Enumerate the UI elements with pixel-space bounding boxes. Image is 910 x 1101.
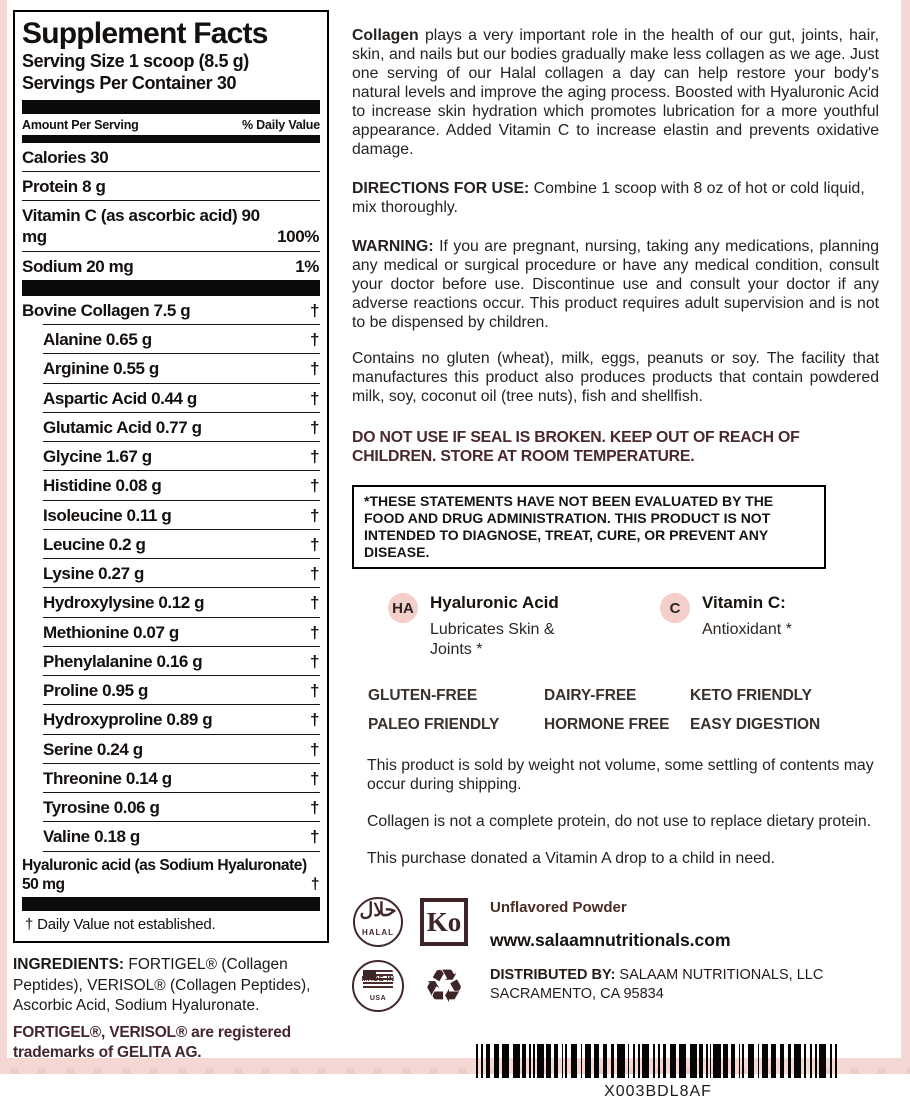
trademark-note: FORTIGEL®, VERISOL® are registered trademarks of GELITA AG. <box>13 1023 291 1061</box>
warning-label: WARNING: <box>352 238 434 255</box>
barcode-bar <box>611 1044 615 1078</box>
halal-icon <box>353 897 403 947</box>
amino-acid-row <box>43 353 320 382</box>
amino-acid-row <box>43 821 320 850</box>
distributed-by-label: DISTRIBUTED BY: <box>490 967 616 983</box>
barcode-bar <box>522 1044 526 1078</box>
nutrient-rows <box>22 143 320 280</box>
amino-acid-label: Proline 0.95 g <box>43 681 148 700</box>
kosher-label: Ko <box>426 906 462 937</box>
directions-paragraph <box>352 179 879 217</box>
barcode-bar <box>494 1044 499 1078</box>
barcode-bar <box>581 1044 583 1078</box>
amino-acid-value: † <box>309 534 319 554</box>
intro-text: plays a very important role in the health of our gut, joints, hair, skin, and nails but our bodies gradually make less collagen as we age. Just one serving of our Halal collagen a day can help restore your body's natural levels and improve the aging process. Boosted with Hyaluronic Acid to increase skin hydration which promotes lubrication for a more youthful appearance. Added Vitamin C to increase elastin and prevents oxidative damage. <box>352 27 879 158</box>
amino-acid-label: Glutamic Acid 0.77 g <box>43 417 202 437</box>
barcode-bar <box>633 1044 635 1078</box>
barcode-bar <box>476 1044 478 1078</box>
amino-acid-value: † <box>309 651 319 671</box>
serving-size: Serving Size 1 scoop (8.5 g) <box>22 50 249 71</box>
barcode-bar <box>638 1044 640 1078</box>
divider-thick <box>22 135 320 143</box>
amino-acid-row <box>43 792 320 821</box>
barcode-bar <box>788 1044 792 1078</box>
made-in-usa-label: MADE IN USA <box>361 976 395 1002</box>
amino-acid-value: † <box>309 476 319 496</box>
donation-note: This purchase donated a Vitamin A drop to a child in need. <box>367 850 776 867</box>
hyaluronic-value: † <box>310 875 319 893</box>
amino-acid-row <box>43 529 320 558</box>
protein-note: Collagen is not a complete protein, do not use to replace dietary protein. <box>367 813 872 830</box>
nutrient-value: 1% <box>295 256 319 276</box>
website-url: www.salaamnutritionals.com <box>490 930 731 950</box>
ingredients-label: INGREDIENTS: <box>13 956 125 974</box>
amino-acid-value: † <box>309 827 319 847</box>
barcode-bar <box>794 1044 801 1078</box>
amino-acid-value: † <box>309 564 319 583</box>
claim-badge: PALEO FRIENDLY <box>368 716 500 733</box>
nutrient-label: Vitamin C (as ascorbic acid) 90 mg <box>22 206 260 247</box>
distributed-by-name: SALAAM NUTRITIONALS, LLC <box>615 967 824 983</box>
nutrient-row <box>22 201 320 252</box>
nutrient-value: 100% <box>277 227 319 247</box>
flavor-label: Unflavored Powder <box>490 899 627 916</box>
directions-label: DIRECTIONS FOR USE: <box>352 180 530 197</box>
barcode-bar <box>739 1044 741 1078</box>
feature-description: Lubricates Skin & Joints * <box>430 621 555 658</box>
feature-body <box>702 593 792 640</box>
recycle-icon: ♻ <box>423 960 465 1012</box>
amino-acid-row <box>43 587 320 616</box>
collagen-label: Bovine Collagen 7.5 g <box>22 300 191 320</box>
barcode-bar <box>758 1044 760 1078</box>
barcode-bar <box>748 1044 753 1078</box>
amino-acid-value: † <box>309 681 319 700</box>
amino-acid-row <box>43 441 320 470</box>
fda-disclaimer-box <box>352 485 826 569</box>
amino-acid-label: Hydroxylysine 0.12 g <box>43 593 205 613</box>
amino-acid-value: † <box>309 505 319 525</box>
halal-label: HALAL <box>361 928 395 937</box>
barcode-bar <box>617 1044 624 1078</box>
intro-lead-word: Collagen <box>352 27 419 44</box>
amino-acid-label: Histidine 0.08 g <box>43 476 162 496</box>
divider-thick <box>22 897 320 911</box>
barcode-bar <box>546 1044 551 1078</box>
feature-description: Antioxidant * <box>702 621 792 638</box>
amino-acid-label: Methionine 0.07 g <box>43 622 179 642</box>
amino-acid-rows <box>43 324 320 852</box>
barcode-bar <box>780 1044 784 1078</box>
barcode-bar <box>742 1044 744 1078</box>
feature-title: Vitamin C: <box>702 593 786 612</box>
amino-acid-label: Phenylalanine 0.16 g <box>43 651 203 671</box>
amino-acid-row <box>43 734 320 763</box>
nutrient-row <box>22 252 320 280</box>
kosher-icon <box>420 898 468 946</box>
amino-acid-label: Glycine 1.67 g <box>43 447 152 466</box>
barcode-bar <box>690 1044 697 1078</box>
amino-acid-value: † <box>309 330 319 349</box>
barcode-bar <box>713 1044 720 1078</box>
barcode-bar <box>731 1044 735 1078</box>
feature-body <box>430 593 562 660</box>
barcode-bar <box>565 1044 567 1078</box>
panel-column-headers <box>22 114 320 135</box>
barcode-bar <box>603 1044 607 1078</box>
daily-value-header: % Daily Value <box>242 117 320 132</box>
barcode-bar <box>706 1044 708 1078</box>
barcode-bar <box>481 1044 483 1078</box>
feature-item <box>660 593 792 660</box>
amino-acid-label: Tyrosine 0.06 g <box>43 798 160 817</box>
barcode-block <box>470 1044 846 1101</box>
ingredients-paragraph <box>13 955 355 1015</box>
barcode-bar <box>835 1044 837 1078</box>
amino-acid-label: Hydroxyproline 0.89 g <box>43 710 213 730</box>
allergen-paragraph: Contains no gluten (wheat), milk, eggs, peanuts or soy. The facility that manufactures this product also produces products that contain powdered milk, soy, coconut oil (tree nuts), fish and shellfish. <box>352 350 879 405</box>
claims-grid <box>368 686 879 734</box>
ingredients-text: FORTIGEL® (Collagen Peptides), VERISOL® (Collagen Peptides), Ascorbic Acid, Sodium Hyaluronate. <box>13 956 311 1014</box>
amino-acid-value: † <box>309 739 319 759</box>
barcode <box>470 1044 846 1078</box>
footer-text-block <box>490 894 823 1014</box>
distributed-by <box>490 966 823 1004</box>
barcode-bar <box>554 1044 558 1078</box>
amino-acid-value: † <box>309 593 319 613</box>
nutrient-label: Sodium 20 mg <box>22 256 134 276</box>
amino-acid-label: Lysine 0.27 g <box>43 564 144 583</box>
claim-badge: EASY DIGESTION <box>690 716 821 733</box>
amino-acid-value: † <box>309 388 319 408</box>
barcode-value: X003BDL8AF <box>604 1083 712 1100</box>
barcode-bar <box>670 1044 675 1078</box>
amino-acid-label: Alanine 0.65 g <box>43 330 152 349</box>
amino-acid-row <box>43 704 320 733</box>
amino-acid-row <box>43 324 320 353</box>
feature-badge-icon: HA <box>388 593 418 623</box>
claim-badge: DAIRY-FREE <box>544 687 637 704</box>
barcode-bar <box>653 1044 655 1078</box>
amino-acid-row <box>43 763 320 792</box>
intro-paragraph <box>352 26 879 159</box>
hyaluronic-label: Hyaluronic acid (as Sodium Hyaluronate) 50 mg <box>22 856 307 893</box>
amino-acid-label: Isoleucine 0.11 g <box>43 505 172 525</box>
amino-acid-row <box>43 617 320 646</box>
right-column <box>352 26 879 1101</box>
amino-acid-value: † <box>309 417 319 437</box>
barcode-bar <box>819 1044 826 1078</box>
feature-title: Hyaluronic Acid <box>430 593 559 612</box>
barcode-bar <box>628 1044 630 1078</box>
barcode-bar <box>562 1044 564 1078</box>
certification-logos <box>352 894 470 1014</box>
weight-note: This product is sold by weight not volume, some settling of contents may occur during shipping. <box>367 757 874 793</box>
amino-acid-value: † <box>309 359 319 379</box>
amino-acid-label: Serine 0.24 g <box>43 739 143 759</box>
amino-acid-row <box>43 500 320 529</box>
barcode-bar <box>642 1044 649 1078</box>
barcode-bar <box>594 1044 599 1078</box>
seal-warning: DO NOT USE IF SEAL IS BROKEN. KEEP OUT OF REACH OF CHILDREN. STORE AT ROOM TEMPERATURE. <box>352 429 800 465</box>
panel-title: Supplement Facts <box>22 17 268 50</box>
barcode-bar <box>723 1044 728 1078</box>
feature-badge-icon: C <box>660 593 690 623</box>
nutrient-label: Calories 30 <box>22 147 109 167</box>
divider-thick <box>22 100 320 114</box>
amino-acid-value: † <box>309 710 319 730</box>
barcode-bar <box>486 1044 490 1078</box>
barcode-bar <box>502 1044 509 1078</box>
claim-badge: KETO FRIENDLY <box>690 687 812 704</box>
amino-acid-label: Threonine 0.14 g <box>43 768 172 788</box>
barcode-bar <box>537 1044 544 1078</box>
daily-value-footnote: † Daily Value not established. <box>25 916 216 934</box>
barcode-bar <box>710 1044 712 1078</box>
nutrient-label: Protein 8 g <box>22 176 106 196</box>
collagen-row <box>22 296 320 324</box>
nutrient-row <box>22 143 320 172</box>
nutrient-row <box>22 172 320 201</box>
barcode-bar <box>679 1044 686 1078</box>
servings-per-container: Servings Per Container 30 <box>22 72 237 93</box>
feature-callouts <box>352 593 879 660</box>
barcode-bar <box>658 1044 660 1078</box>
supplement-facts-panel <box>13 10 329 943</box>
barcode-bar <box>585 1044 590 1078</box>
made-in-usa-icon <box>352 960 404 1012</box>
barcode-bar <box>529 1044 531 1078</box>
amino-acid-row <box>43 412 320 441</box>
amino-acid-row <box>43 470 320 499</box>
barcode-bar <box>810 1044 812 1078</box>
amino-acid-row <box>43 383 320 412</box>
claim-badge: HORMONE FREE <box>544 716 670 733</box>
barcode-bar <box>771 1044 776 1078</box>
barcode-bar <box>699 1044 703 1078</box>
amino-acid-label: Valine 0.18 g <box>43 827 140 847</box>
barcode-bar <box>663 1044 667 1078</box>
left-column <box>13 10 329 1063</box>
hyaluronic-row <box>22 852 320 898</box>
amino-acid-value: † <box>309 622 319 642</box>
amino-acid-row <box>43 675 320 704</box>
distributor-address: SACRAMENTO, CA 95834 <box>490 985 664 1002</box>
amino-acid-value: † <box>309 768 319 788</box>
warning-text: If you are pregnant, nursing, taking any medications, planning any medical or surgical procedure or have any medical condition, consult your doctor before use. Discontinue use and consult your doctor if any adverse reactions occur. This product requires adult supervision and is not to be dispensed by children. <box>352 238 879 331</box>
barcode-bar <box>533 1044 535 1078</box>
footer-block <box>352 894 879 1014</box>
halal-arabic-text: حلال <box>359 900 397 921</box>
directions-text: Combine 1 scoop with 8 oz of hot or cold liquid, mix thoroughly. <box>352 180 865 216</box>
amino-acid-label: Aspartic Acid 0.44 g <box>43 388 197 408</box>
page-edge-right <box>901 0 910 1074</box>
page-edge-left <box>0 0 7 1074</box>
barcode-bar <box>571 1044 576 1078</box>
feature-item <box>388 593 562 660</box>
amino-acid-row <box>43 558 320 587</box>
amino-acid-value: † <box>309 447 319 466</box>
fda-disclaimer-text: *THESE STATEMENTS HAVE NOT BEEN EVALUATED BY THE FOOD AND DRUG ADMINISTRATION. THIS PRODUCT IS NOT INTENDED TO DIAGNOSE, TREAT, CURE, OR PREVENT ANY DISEASE. <box>364 493 774 560</box>
amount-per-serving-header: Amount Per Serving <box>22 117 139 132</box>
claim-badge: GLUTEN-FREE <box>368 687 478 704</box>
amino-acid-row <box>43 646 320 675</box>
warning-paragraph <box>352 237 879 332</box>
barcode-bar <box>762 1044 767 1078</box>
amino-acid-label: Leucine 0.2 g <box>43 534 146 554</box>
amino-acid-label: Arginine 0.55 g <box>43 359 159 379</box>
amino-acid-value: † <box>309 798 319 817</box>
barcode-bar <box>804 1044 806 1078</box>
divider-thick <box>22 280 320 296</box>
collagen-value: † <box>309 300 319 320</box>
barcode-bar <box>830 1044 832 1078</box>
barcode-bar <box>513 1044 520 1078</box>
barcode-bar <box>815 1044 817 1078</box>
